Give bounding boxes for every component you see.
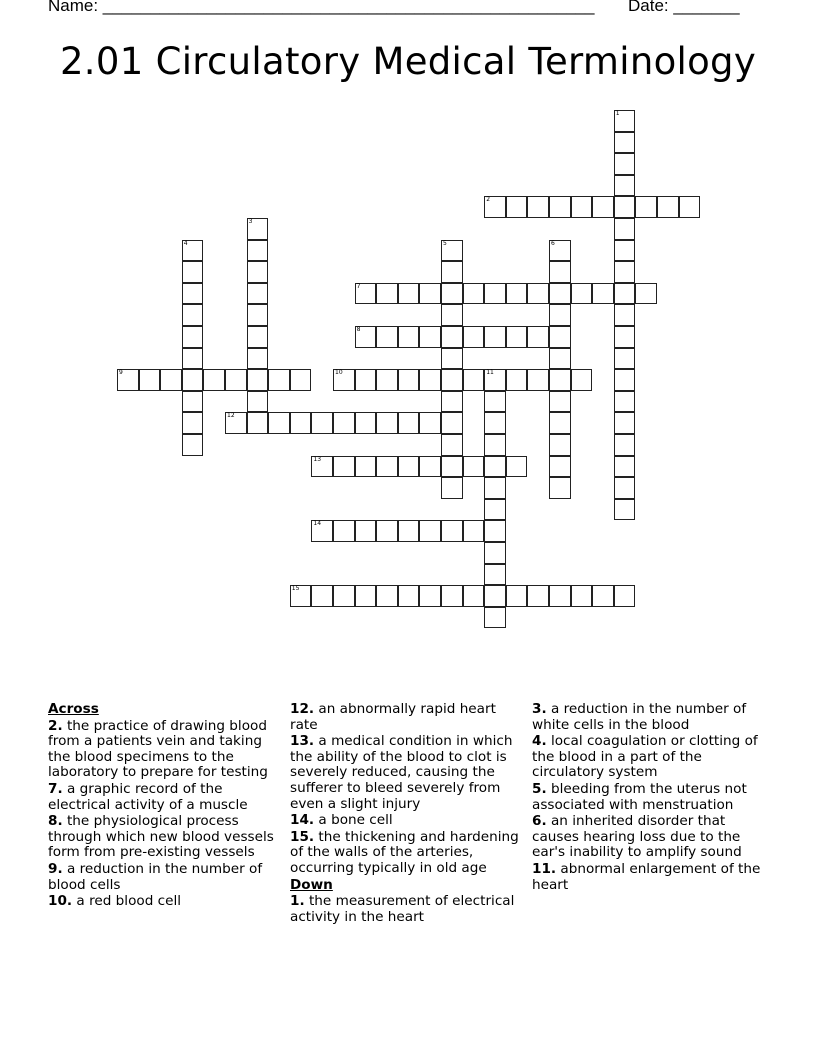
clue-number: 12 <box>227 412 235 420</box>
clue-item <box>48 814 284 861</box>
clue-number-label: 15. <box>290 828 315 845</box>
clue-number: 9 <box>119 369 123 377</box>
crossword-cell[interactable] <box>484 434 506 456</box>
clue-number: 2 <box>486 196 491 204</box>
clue-number: 14 <box>313 520 322 528</box>
crossword-cell[interactable] <box>376 369 398 391</box>
crossword-cell[interactable] <box>355 585 377 607</box>
across-clue-list-continued <box>290 702 526 877</box>
clue-number: 4 <box>183 239 188 247</box>
crossword-cell[interactable] <box>441 261 463 283</box>
crossword-cell[interactable] <box>311 585 333 607</box>
crossword-cell[interactable] <box>441 348 463 370</box>
crossword-cell[interactable] <box>290 412 312 434</box>
crossword-cell[interactable] <box>419 456 441 478</box>
crossword-cell[interactable] <box>484 585 506 607</box>
crossword-cell[interactable] <box>571 283 593 305</box>
crossword-cell[interactable] <box>160 369 182 391</box>
crossword-cell[interactable] <box>571 196 593 218</box>
crossword-cell[interactable] <box>333 369 355 391</box>
crossword-cell[interactable] <box>506 369 528 391</box>
clue-item <box>290 830 526 877</box>
clue-item <box>290 734 526 812</box>
crossword-cell[interactable] <box>247 348 269 370</box>
crossword-cell[interactable] <box>527 585 549 607</box>
clue-item <box>48 719 284 781</box>
crossword-cell[interactable] <box>203 369 225 391</box>
crossword-cell[interactable] <box>355 412 377 434</box>
clue-number-label: 11. <box>532 860 557 877</box>
clue-item <box>532 862 768 893</box>
crossword-cell[interactable] <box>614 412 636 434</box>
crossword-cell[interactable] <box>117 369 139 391</box>
crossword-cell[interactable] <box>247 218 269 240</box>
clue-number-label: 4. <box>532 733 547 750</box>
crossword-cell[interactable] <box>484 499 506 521</box>
crossword-cell[interactable] <box>527 326 549 348</box>
crossword-cell[interactable] <box>247 326 269 348</box>
crossword-cell[interactable] <box>355 456 377 478</box>
crossword-cell[interactable] <box>614 196 636 218</box>
crossword-cell[interactable] <box>290 585 312 607</box>
crossword-cell[interactable] <box>311 520 333 542</box>
crossword-cell[interactable] <box>355 326 377 348</box>
clue-number: 11 <box>486 369 494 377</box>
crossword-cell[interactable] <box>484 520 506 542</box>
clue-number-label: 9. <box>48 860 63 877</box>
crossword-cell[interactable] <box>592 585 614 607</box>
down-heading: Down <box>290 876 333 893</box>
clue-number-label: 8. <box>48 813 63 830</box>
crossword-cell[interactable] <box>333 585 355 607</box>
clue-number-label: 13. <box>290 733 315 750</box>
crossword-cell[interactable] <box>398 520 420 542</box>
crossword-cell[interactable] <box>419 585 441 607</box>
crossword-cell[interactable] <box>614 175 636 197</box>
date-field-label: Date: _______ <box>628 0 740 15</box>
crossword-cell[interactable] <box>355 369 377 391</box>
clue-number-label: 12. <box>290 701 315 717</box>
crossword-cell[interactable] <box>657 196 679 218</box>
clue-text: the practice of drawing blood from a patients vein and taking the blood specimens to the laboratory to prepare for testing <box>48 717 268 781</box>
crossword-cell[interactable] <box>614 369 636 391</box>
crossword-cell[interactable] <box>182 240 204 262</box>
crossword-cell[interactable] <box>247 240 269 262</box>
crossword-cell[interactable] <box>506 456 528 478</box>
crossword-cell[interactable] <box>441 240 463 262</box>
crossword-cell[interactable] <box>247 391 269 413</box>
crossword-cell[interactable] <box>614 261 636 283</box>
clue-text: a red blood cell <box>72 893 182 910</box>
crossword-cell[interactable] <box>419 326 441 348</box>
crossword-cell[interactable] <box>484 564 506 586</box>
crossword-cell[interactable] <box>614 110 636 132</box>
crossword-cell[interactable] <box>549 477 571 499</box>
crossword-cell[interactable] <box>463 369 485 391</box>
crossword-cell[interactable] <box>139 369 161 391</box>
crossword-cell[interactable] <box>419 369 441 391</box>
page-title: 2.01 Circulatory Medical Terminology <box>59 40 757 83</box>
crossword-cell[interactable] <box>225 369 247 391</box>
crossword-cell[interactable] <box>614 153 636 175</box>
name-field-label: Name: ____________________________________________________ <box>48 0 595 15</box>
clue-item <box>532 702 768 733</box>
crossword-cell[interactable] <box>614 240 636 262</box>
crossword-cell[interactable] <box>549 240 571 262</box>
crossword-cell[interactable] <box>290 369 312 391</box>
clue-number-label: 14. <box>290 812 315 829</box>
clue-text: a reduction in the number of white cells in the blood <box>532 701 747 733</box>
crossword-cell[interactable] <box>484 477 506 499</box>
clues-column-2 <box>290 702 526 926</box>
crossword-cell[interactable] <box>463 585 485 607</box>
crossword-cell[interactable] <box>182 348 204 370</box>
clue-text: a graphic record of the electrical activity of a muscle <box>48 780 248 813</box>
crossword-cell[interactable] <box>614 218 636 240</box>
crossword-cell[interactable] <box>614 304 636 326</box>
crossword-cell[interactable] <box>549 261 571 283</box>
crossword-cell[interactable] <box>614 499 636 521</box>
across-clue-list <box>48 719 284 910</box>
crossword-cell[interactable] <box>463 326 485 348</box>
crossword-cell[interactable] <box>419 412 441 434</box>
clue-item <box>290 702 526 733</box>
crossword-cell[interactable] <box>614 585 636 607</box>
crossword-cell[interactable] <box>333 412 355 434</box>
crossword-cell[interactable] <box>635 196 657 218</box>
crossword-cell[interactable] <box>182 369 204 391</box>
clue-number-label: 10. <box>48 893 73 910</box>
clue-text: the physiological process through which new blood vessels form from pre-existing vessels <box>48 813 274 861</box>
clue-text: an inherited disorder that causes hearing loss due to the ear's inability to amplify sound <box>532 813 742 861</box>
crossword-cell[interactable] <box>614 477 636 499</box>
crossword-cell[interactable] <box>398 412 420 434</box>
clue-number: 5 <box>443 239 447 247</box>
crossword-cell[interactable] <box>484 542 506 564</box>
clues-column-1 <box>48 702 284 911</box>
crossword-cell[interactable] <box>355 520 377 542</box>
crossword-cell[interactable] <box>441 304 463 326</box>
clue-number: 13 <box>313 455 322 463</box>
crossword-cell[interactable] <box>527 196 549 218</box>
clue-item <box>48 862 284 893</box>
clue-text: the thickening and hardening of the walls of the arteries, occurring typically in old age <box>290 828 519 876</box>
crossword-cell[interactable] <box>376 585 398 607</box>
clue-number: 15 <box>291 585 300 593</box>
crossword-cell[interactable] <box>527 369 549 391</box>
crossword-cell[interactable] <box>398 369 420 391</box>
crossword-cell[interactable] <box>398 283 420 305</box>
crossword-cell[interactable] <box>549 283 571 305</box>
crossword-cell[interactable] <box>506 196 528 218</box>
clue-text: a medical condition in which the ability of the blood to clot is severely reduced, causing the sufferer to bleed severely from even a slight injury <box>290 733 513 812</box>
crossword-cell[interactable] <box>398 585 420 607</box>
crossword-cell[interactable] <box>506 585 528 607</box>
crossword-cell[interactable] <box>376 326 398 348</box>
crossword-cell[interactable] <box>549 585 571 607</box>
crossword-cell[interactable] <box>355 283 377 305</box>
crossword-cell[interactable] <box>247 369 269 391</box>
clue-item <box>532 814 768 861</box>
clue-text: a reduction in the number of blood cells <box>48 860 263 893</box>
crossword-cell[interactable] <box>549 456 571 478</box>
crossword-cell[interactable] <box>311 412 333 434</box>
crossword-cell[interactable] <box>506 326 528 348</box>
crossword-cell[interactable] <box>247 261 269 283</box>
clue-item <box>48 894 284 910</box>
crossword-cell[interactable] <box>506 283 528 305</box>
clue-text: abnormal enlargement of the heart <box>532 860 761 893</box>
crossword-cell[interactable] <box>441 477 463 499</box>
clue-text: an abnormally rapid heart rate <box>290 701 496 733</box>
crossword-cell[interactable] <box>441 520 463 542</box>
crossword-cell[interactable] <box>484 456 506 478</box>
crossword-cell[interactable] <box>398 326 420 348</box>
clue-number: 1 <box>615 110 620 117</box>
crossword-cell[interactable] <box>549 196 571 218</box>
crossword-cell[interactable] <box>182 391 204 413</box>
crossword-cell[interactable] <box>376 456 398 478</box>
crossword-cell[interactable] <box>549 304 571 326</box>
crossword-cell[interactable] <box>463 283 485 305</box>
crossword-cell[interactable] <box>441 369 463 391</box>
crossword-cell[interactable] <box>225 412 247 434</box>
crossword-cell[interactable] <box>441 585 463 607</box>
crossword-cell[interactable] <box>441 456 463 478</box>
down-clue-list-continued <box>532 702 768 893</box>
crossword-cell[interactable] <box>376 520 398 542</box>
clue-number: 7 <box>356 282 361 290</box>
crossword-cell[interactable] <box>268 369 290 391</box>
crossword-cell[interactable] <box>398 456 420 478</box>
crossword-cell[interactable] <box>376 283 398 305</box>
crossword-cell[interactable] <box>484 369 506 391</box>
crossword-cell[interactable] <box>484 196 506 218</box>
crossword-cell[interactable] <box>182 283 204 305</box>
crossword-cell[interactable] <box>441 283 463 305</box>
crossword-cell[interactable] <box>549 369 571 391</box>
clue-item <box>532 734 768 781</box>
clue-number: 6 <box>551 239 555 247</box>
crossword-cell[interactable] <box>311 456 333 478</box>
clue-number-label: 1. <box>290 893 305 910</box>
crossword-cell[interactable] <box>679 196 701 218</box>
clue-number: 10 <box>335 369 343 377</box>
crossword-cell[interactable] <box>614 391 636 413</box>
crossword-cell[interactable] <box>592 196 614 218</box>
crossword-cell[interactable] <box>592 283 614 305</box>
clue-item <box>290 894 526 925</box>
crossword-cell[interactable] <box>441 434 463 456</box>
crossword-cell[interactable] <box>549 412 571 434</box>
crossword-cell[interactable] <box>571 585 593 607</box>
crossword-cell[interactable] <box>614 348 636 370</box>
crossword-cell[interactable] <box>247 283 269 305</box>
crossword-cell[interactable] <box>484 391 506 413</box>
crossword-cell[interactable] <box>484 412 506 434</box>
crossword-cell[interactable] <box>419 520 441 542</box>
clue-item <box>290 813 526 829</box>
crossword-cell[interactable] <box>614 434 636 456</box>
clue-number-label: 7. <box>48 780 63 797</box>
crossword-cell[interactable] <box>376 412 398 434</box>
crossword-cell[interactable] <box>333 456 355 478</box>
crossword-cell[interactable] <box>247 304 269 326</box>
clue-item <box>532 782 768 813</box>
clue-number-label: 5. <box>532 780 547 797</box>
crossword-cell[interactable] <box>463 520 485 542</box>
crossword-cell[interactable] <box>419 283 441 305</box>
clue-text: a bone cell <box>314 812 393 829</box>
crossword-cell[interactable] <box>268 412 290 434</box>
crossword-cell[interactable] <box>484 607 506 629</box>
clues-column-3 <box>532 702 768 894</box>
down-clue-list <box>290 894 526 925</box>
crossword-cell[interactable] <box>549 434 571 456</box>
clue-number-label: 6. <box>532 813 547 830</box>
crossword-cell[interactable] <box>182 304 204 326</box>
crossword-cell[interactable] <box>549 348 571 370</box>
crossword-cell[interactable] <box>635 283 657 305</box>
crossword-cell[interactable] <box>247 412 269 434</box>
crossword-cell[interactable] <box>614 132 636 154</box>
crossword-cell[interactable] <box>614 456 636 478</box>
crossword-cell[interactable] <box>549 326 571 348</box>
clue-number: 8 <box>356 326 361 333</box>
clue-text: local coagulation or clotting of the blood in a part of the circulatory system <box>532 733 758 781</box>
crossword-cell[interactable] <box>182 434 204 456</box>
crossword-cell[interactable] <box>441 391 463 413</box>
crossword-cell[interactable] <box>614 326 636 348</box>
crossword-cell[interactable] <box>182 412 204 434</box>
clue-number-label: 2. <box>48 717 63 734</box>
crossword-cell[interactable] <box>463 456 485 478</box>
crossword-cell[interactable] <box>484 326 506 348</box>
crossword-cell[interactable] <box>614 283 636 305</box>
clue-number: 3 <box>248 218 253 225</box>
crossword-cell[interactable] <box>182 261 204 283</box>
clue-text: bleeding from the uterus not associated with menstruation <box>532 780 747 813</box>
crossword-cell[interactable] <box>441 412 463 434</box>
crossword-cell[interactable] <box>571 369 593 391</box>
crossword-cell[interactable] <box>441 326 463 348</box>
clue-item <box>48 782 284 813</box>
crossword-cell[interactable] <box>549 391 571 413</box>
crossword-cell[interactable] <box>182 326 204 348</box>
across-heading: Across <box>48 701 99 717</box>
crossword-cell[interactable] <box>484 283 506 305</box>
clue-text: the measurement of electrical activity in the heart <box>290 893 515 925</box>
crossword-cell[interactable] <box>333 520 355 542</box>
clue-number-label: 3. <box>532 701 547 717</box>
crossword-cell[interactable] <box>527 283 549 305</box>
